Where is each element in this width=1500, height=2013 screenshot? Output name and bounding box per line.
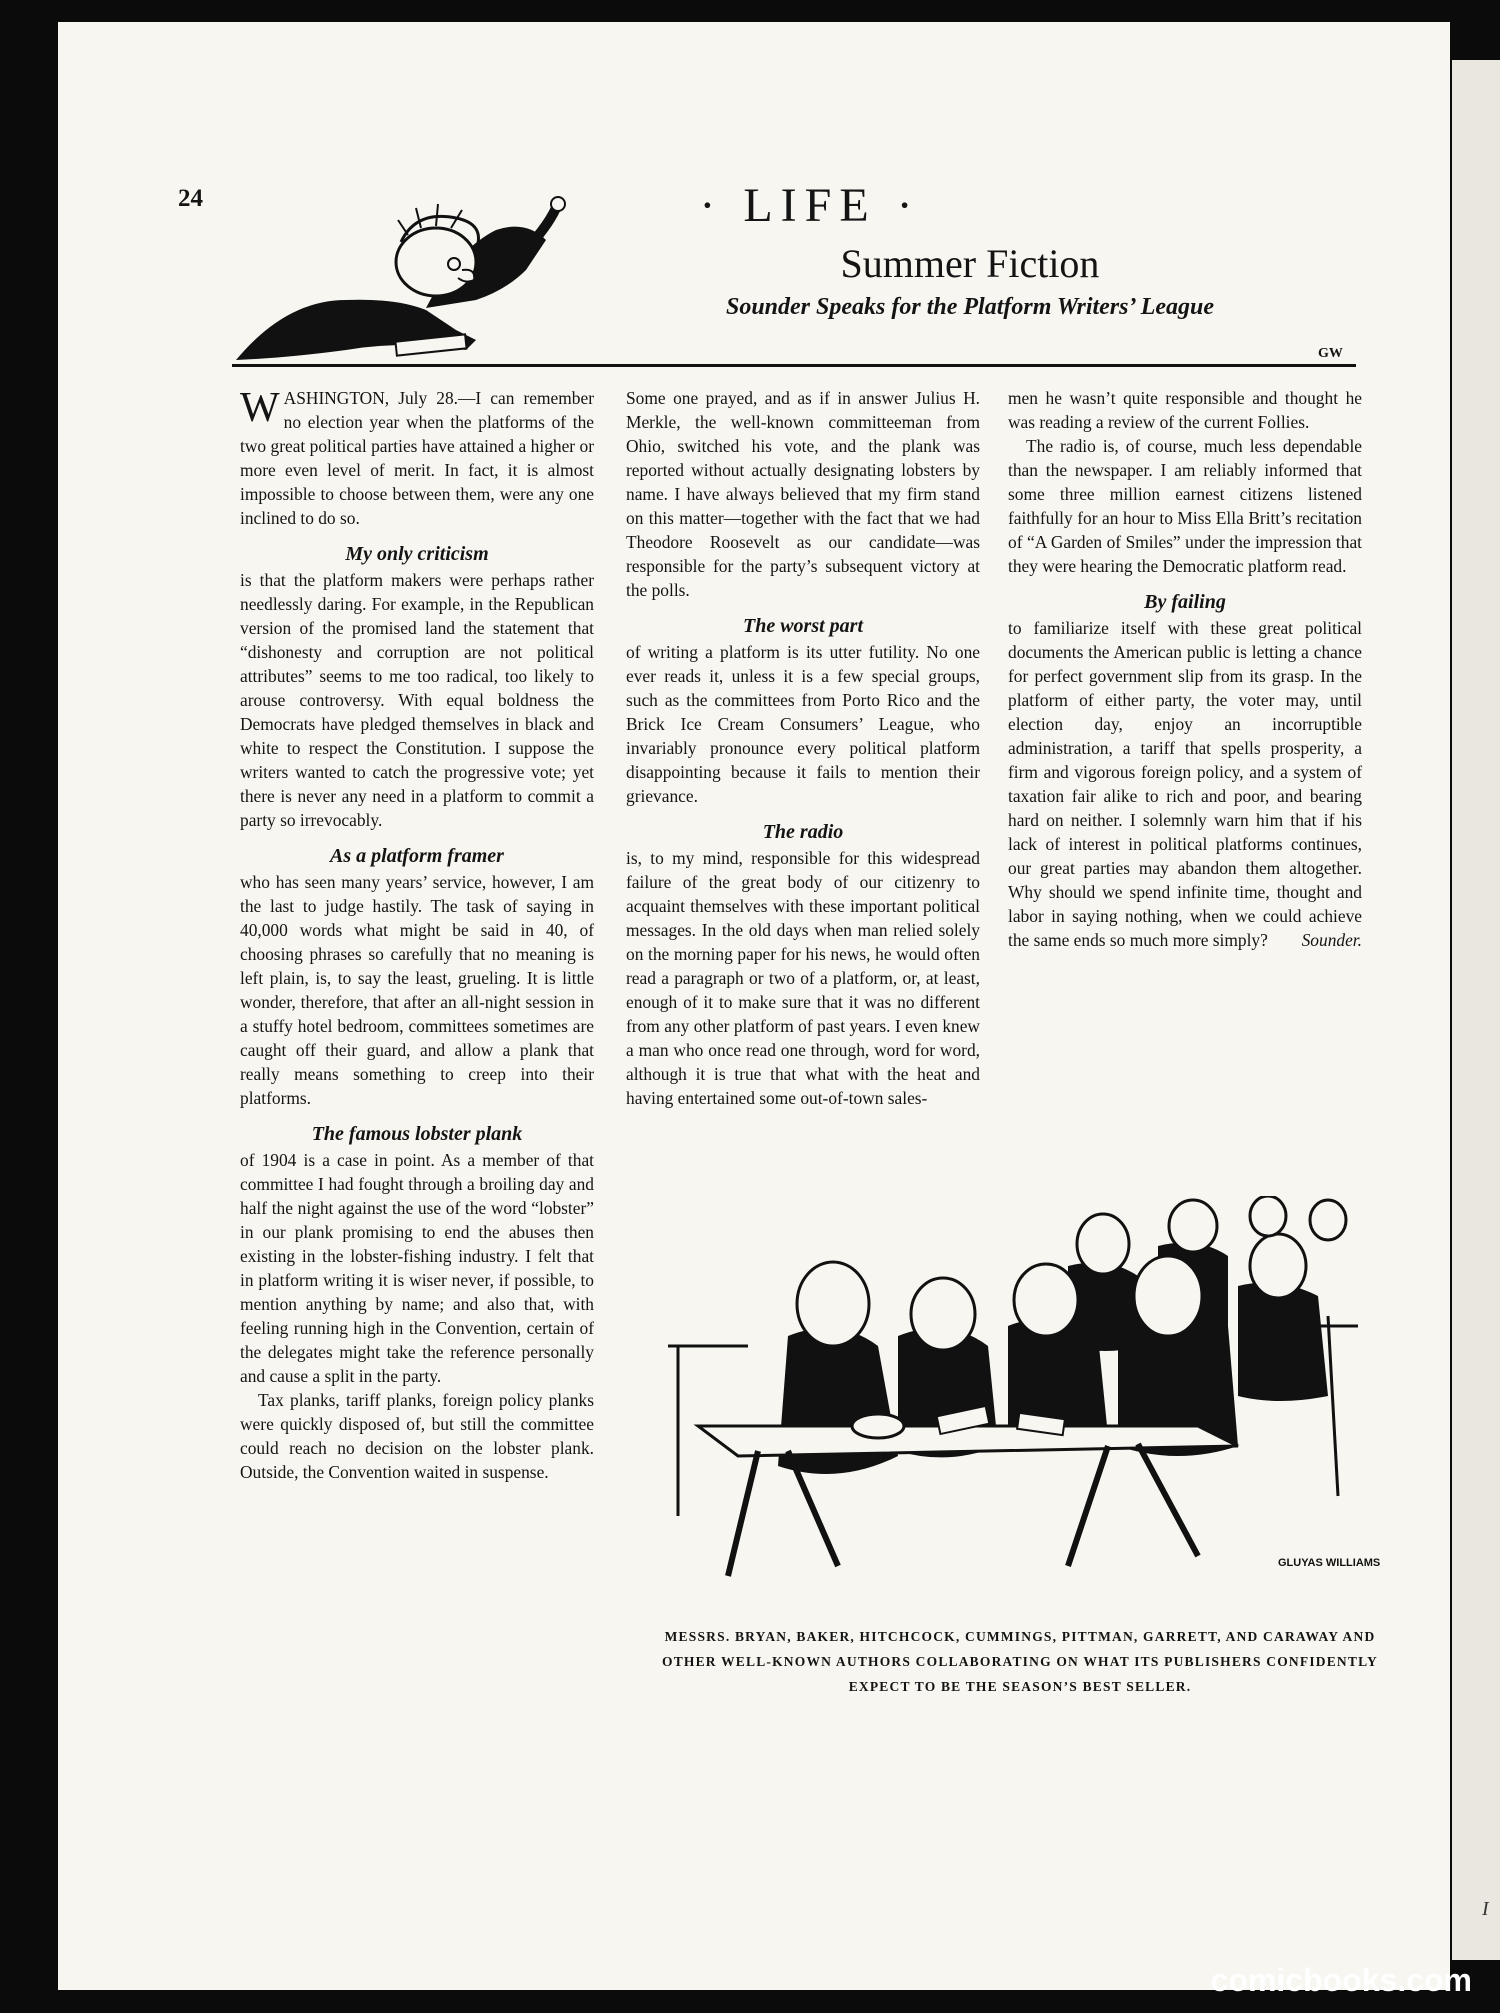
article-column-2 [626,386,980,1110]
adjacent-page-strip [1452,60,1500,1960]
section-heading: The famous lobster plank [311,1123,523,1145]
paragraph: to familiarize itself with these great political documents the American public is letting a chance for perfect government slip from its grasp. In the platform of either party, the voter may, until election day, enjoy an incorruptible administration, a tariff that spells prosperity, a firm and vigorous foreign policy, and a system of taxation fair alike to rich and poor, and bearing hard on neither. I solemnly warn him that if his lack of interest in political platforms continues, our great parties may abandon them altogether. Why should we spend infinite time, thought and labor in saying nothing, when we could achieve the same ends so much more simply? [1008,618,1362,950]
section-heading: The worst part [742,615,864,637]
paragraph: of 1904 is a case in point. As a member of that committee I had fought through a broiling day and half the night against the use of the word “lobster” in our plank promising to end the abuses then existing in the lobster-fishing industry. I felt that in platform writing it is wiser never, if possible, to mention anything by name; and also that, with feeling running high in the Convention, certain of the delegates might take the reference personally and cause a split in the party. [240,1150,594,1386]
section-heading: As a platform framer [330,845,504,867]
section-heading: The radio [762,821,844,843]
article-column-1 [240,386,594,1484]
article-title: Summer Fiction [840,241,1100,286]
drop-cap: W [240,385,280,431]
watermark: comicbooks.com [1210,1962,1472,1998]
paragraph: Tax planks, tariff planks, foreign policy planks were quickly disposed of, but still the committee could reach no decision on the lobster plank. Outside, the Convention waited in suspense. [240,1390,594,1482]
paragraph: who has seen many years’ service, however, I am the last to judge hastily. The task of saying in 40,000 words what might be said in 40, of choosing phrases so carefully that no meaning is left plain, is, to say the least, grueling. It is little wonder, therefore, that after an all-night session in a stuffy hotel bedroom, committees sometimes are caught off their guard, and allow a plank that really means something to creep into their platforms. [240,872,594,1108]
paragraph: is, to my mind, responsible for this widespread failure of the great body of our citizenry to acquaint themselves with these important political messages. In the old days when man relied solely on the morning paper for his news, he would often read a paragraph or two of a platform, or, at least, enough of it to make sure that it was no different from any other platform of past years. I even knew a man who once read one through, word for word, although it is true that what with the heat and having entertained some out-of-town sales- [626,848,980,1108]
section-heading: By failing [1144,591,1226,613]
article-column-3 [1008,386,1362,952]
header-rule [232,364,1356,367]
author-signoff: Sounder. [1301,930,1362,950]
header-artist-signature: GW [1318,346,1343,361]
magazine-masthead: · LIFE · [699,179,921,232]
adjacent-page-fragment: I [1482,1898,1489,1920]
cartoon-caption: MESSRS. BRYAN, BAKER, HITCHCOCK, CUMMINGS, PITTMAN, GARRETT, AND CARAWAY AND OTHER WELL-KNOWN AUTHORS COLLABORATING ON WHAT ITS PUBLISHERS CONFIDENTLY EXPECT TO BE THE SEASON’S BEST SELLER. [662,1629,1378,1694]
cartoon-artist-signature: GLUYAS WILLIAMS [1278,1557,1381,1569]
section-heading: My only criticism [345,543,489,565]
committee-cartoon [638,1196,1382,1616]
paragraph: men he wasn’t quite responsible and thought he was reading a review of the current Follies. [1008,388,1362,432]
paragraph: is that the platform makers were perhaps rather needlessly daring. For example, in the Republican version of the promised land the statement that “dishonesty and corruption are not political attributes” seems to me too radical, too likely to arouse controversy. With equal boldness the Democrats have pledged themselves in black and white to respect the Constitution. I suppose the writers wanted to catch the progressive vote; yet there is never any need in a platform to commit a party so irrevocably. [240,570,594,830]
paragraph: ASHINGTON, July 28.—I can remember no election year when the platforms of the two great political parties have attained a higher or more even level of merit. In fact, it is almost impossible to choose between them, were any one inclined to do so. [240,388,594,528]
paragraph: of writing a platform is its utter futility. No one ever reads it, unless it is a few special groups, such as the committees from Porto Rico and the Brick Ice Cream Consumers’ League, who invariably pronounce every political platform disappointing because it fails to mention their grievance. [626,642,980,806]
article-subtitle: Sounder Speaks for the Platform Writers’ League [725,294,1215,320]
paragraph: The radio is, of course, much less dependable than the newspaper. I am reliably informed that some three million earnest citizens listened faithfully for an hour to Miss Ella Britt’s recitation of “A Garden of Smiles” under the impression that they were hearing the Democratic platform read. [1008,436,1362,576]
orator-illustration [226,190,586,366]
page-number: 24 [178,185,203,212]
paragraph: Some one prayed, and as if in answer Julius H. Merkle, the well-known committeeman from Ohio, switched his vote, and the plank was reported without actually designating lobsters by name. I have always believed that my firm stand on this matter—together with the fact that we had Theodore Roosevelt as our candidate—was responsible for the party’s subsequent victory at the polls. [626,388,980,600]
